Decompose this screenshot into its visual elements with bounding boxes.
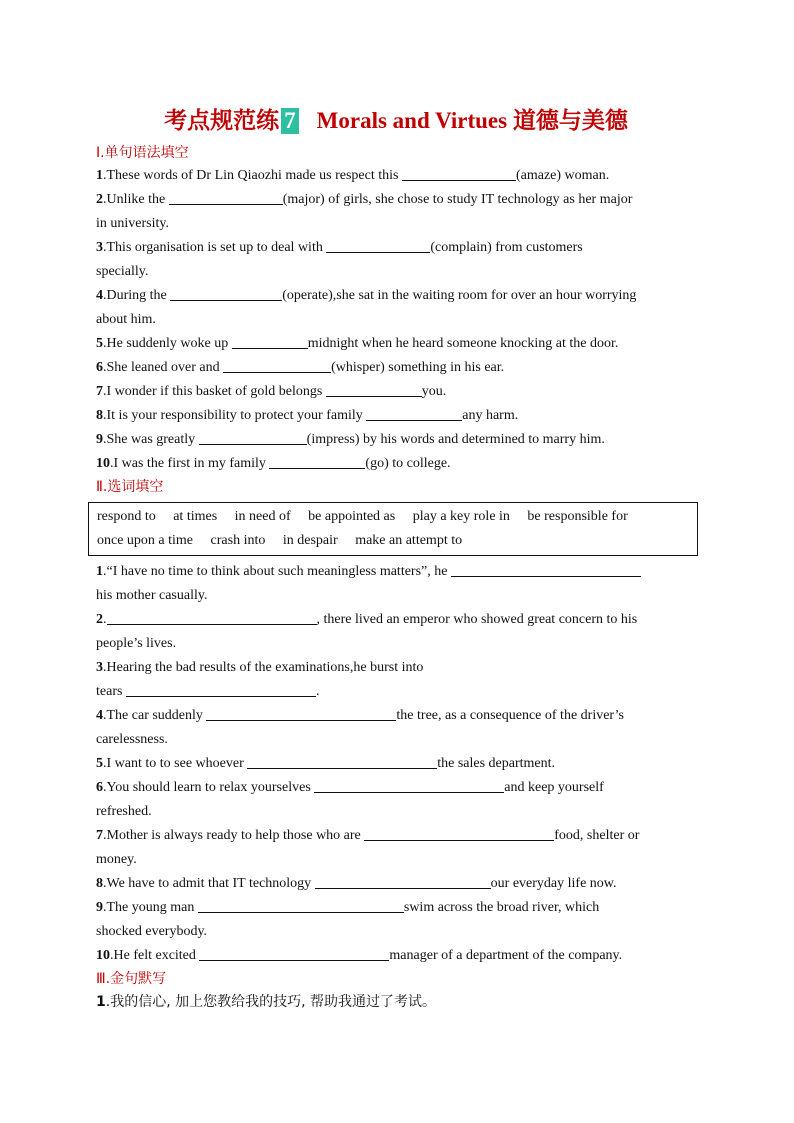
answer-blank[interactable] (326, 238, 430, 253)
list-item: 7.I wonder if this basket of gold belongs you. (96, 384, 447, 399)
answer-blank[interactable] (126, 682, 316, 697)
word-bank-phrase: crash into (210, 533, 266, 548)
answer-blank[interactable] (451, 562, 641, 577)
answer-blank[interactable] (206, 706, 396, 721)
list-item: 7.Mother is always ready to help those who are food, shelter or money. (96, 828, 640, 867)
word-bank-row-1 (89, 505, 697, 529)
word-bank-row-2 (89, 529, 697, 553)
list-item: 3.Hearing the bad results of the examinations,he burst into tears . (96, 660, 424, 699)
list-item: 1.“I have no time to think about such meaningless matters”, he his mother casually. (96, 560, 696, 608)
list-item: 10.I was the first in my family (go) to college. (96, 456, 451, 471)
answer-blank[interactable] (402, 166, 516, 181)
answer-blank[interactable] (247, 754, 437, 769)
section3-heading: Ⅲ.金句默写 (96, 971, 167, 987)
list-item: 2. , there lived an emperor who showed great concern to his people’s lives. (96, 612, 638, 651)
list-item: 1.These words of Dr Lin Qiaozhi made us respect this (amaze) woman. (96, 168, 610, 183)
word-bank-phrase: be responsible for (527, 509, 628, 524)
list-item: 4.The car suddenly the tree, as a consequence of the driver’s carelessness. (96, 708, 624, 747)
list-item: 3.This organisation is set up to deal with (complain) from customers specially. (96, 240, 583, 279)
list-item: 6.She leaned over and (whisper) something in his ear. (96, 360, 505, 375)
list-item: 5.I want to to see whoever the sales department. (96, 756, 556, 771)
word-bank-phrase: be appointed as (308, 509, 396, 524)
word-bank-phrase: make an attempt to (355, 533, 463, 548)
answer-blank[interactable] (107, 610, 317, 625)
answer-blank[interactable] (314, 778, 504, 793)
title-prefix: 考点规范练 (164, 108, 280, 134)
list-item: 5.He suddenly woke up midnight when he heard someone knocking at the door. (96, 336, 619, 351)
list-item: 1.我的信心, 加上您教给我的技巧, 帮助我通过了考试。 (96, 994, 436, 1010)
answer-blank[interactable] (315, 874, 491, 889)
title-chinese: 道德与美德 (512, 108, 628, 134)
answer-blank[interactable] (170, 286, 282, 301)
list-item: 6.You should learn to relax yourselves and keep yourself refreshed. (96, 780, 604, 819)
list-item: 8.We have to admit that IT technology our everyday life now. (96, 876, 617, 891)
word-bank-phrase: respond to (97, 509, 156, 524)
answer-blank[interactable] (326, 382, 422, 397)
answer-blank[interactable] (198, 898, 404, 913)
list-item: 8.It is your responsibility to protect your family any harm. (96, 408, 519, 423)
answer-blank[interactable] (232, 334, 308, 349)
list-item: 9.The young man swim across the broad river, which shocked everybody. (96, 900, 600, 939)
list-item: 2.Unlike the (major) of girls, she chose to study IT technology as her major in university. (96, 192, 633, 231)
answer-blank[interactable] (169, 190, 283, 205)
list-item: 10.He felt excited manager of a department of the company. (96, 948, 623, 963)
word-bank-phrase: at times (173, 509, 218, 524)
list-item: 9.She was greatly (impress) by his words and determined to marry him. (96, 432, 605, 447)
section1-heading: Ⅰ.单句语法填空 (96, 145, 189, 161)
answer-blank[interactable] (269, 454, 365, 469)
title-number-badge: 7 (281, 108, 299, 134)
title-english: Morals and Virtues (316, 108, 508, 133)
section2-heading: Ⅱ.选词填空 (96, 479, 164, 495)
word-bank-phrase: once upon a time (97, 533, 194, 548)
word-bank-phrase: in need of (234, 509, 291, 524)
answer-blank[interactable] (364, 826, 554, 841)
word-bank-phrase: in despair (282, 533, 338, 548)
section2-list (96, 560, 696, 968)
word-bank-box (88, 502, 698, 556)
answer-blank[interactable] (199, 430, 307, 445)
answer-blank[interactable] (223, 358, 331, 373)
worksheet-page (96, 104, 696, 1014)
list-item: 4.During the (operate),she sat in the waiting room for over an hour worrying about him. (96, 288, 637, 327)
section1-list (96, 164, 696, 476)
word-bank-phrase: play a key role in (412, 509, 510, 524)
answer-blank[interactable] (366, 406, 462, 421)
answer-blank[interactable] (199, 946, 389, 961)
page-title (96, 104, 696, 138)
